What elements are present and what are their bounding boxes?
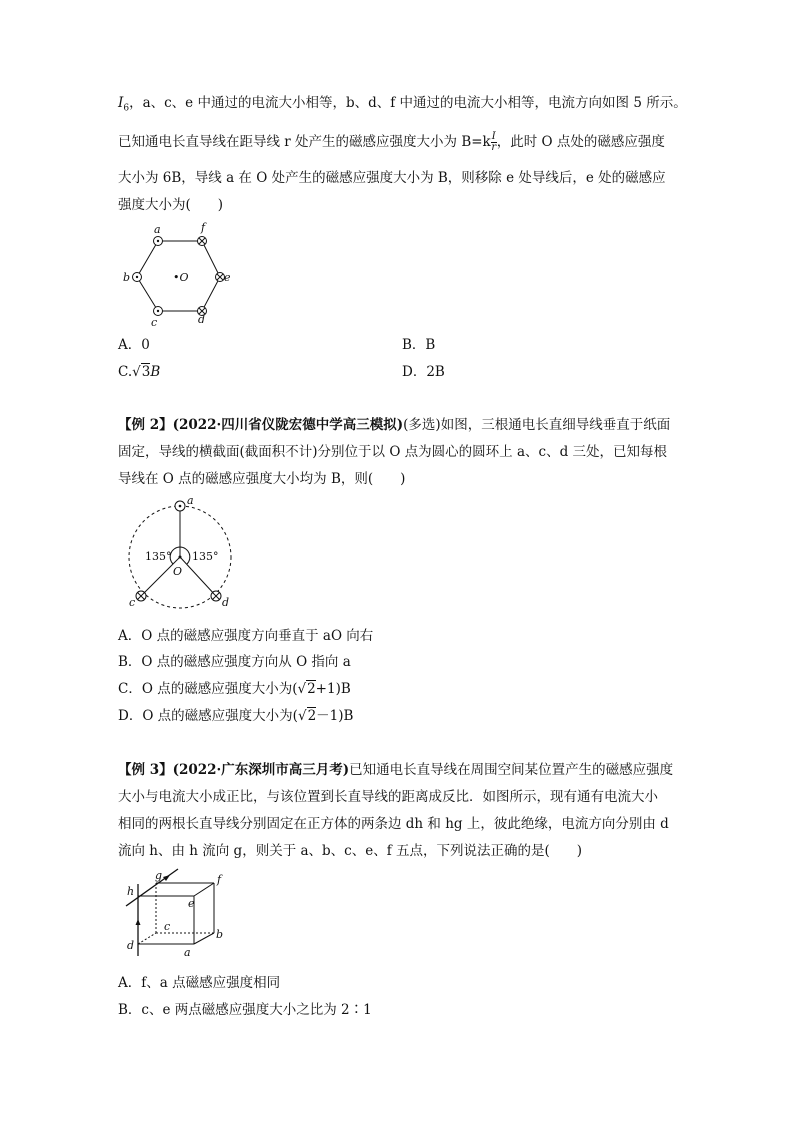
q1-frac-den: r <box>491 142 497 153</box>
q2-option-b[interactable]: B．O 点的磁感应强度方向从 O 指向 a <box>118 654 351 670</box>
q3-line-3: 相同的两根长直导线分别固定在正方体的两条边 dh 和 hg 上，彼此绝缘，电流方向分别由 d <box>118 816 669 832</box>
q3-line-4: 流向 h、由 h 流向 g，则关于 a、b、c、e、f 五点，下列说法正确的是( ) <box>118 843 583 859</box>
q3-line1-rest: 已知通电长直导线在周围空间某位置产生的磁感应强度 <box>349 762 674 778</box>
q3-option-a[interactable]: A．f、a 点磁感应强度相同 <box>118 975 281 991</box>
cube-label-d: d <box>127 939 135 952</box>
q3-source: (2022·广东深圳市高三月考) <box>172 762 350 778</box>
q1-option-d[interactable]: D．2B <box>402 364 445 380</box>
hex-label-o: •O <box>173 271 189 284</box>
q2-line-3: 导线在 O 点的磁感应强度大小均为 B，则( ) <box>118 471 406 487</box>
circ-label-o: O <box>173 565 183 578</box>
q1-frac-num: I <box>491 131 496 142</box>
angle-label-right: 135° <box>192 550 219 563</box>
q2-option-d[interactable]: D．O 点的磁感应强度大小为(√2－1)B <box>118 708 354 724</box>
q2-option-a[interactable]: A．O 点的磁感应强度方向垂直于 aO 向右 <box>118 628 374 644</box>
q3-line-1 <box>118 760 673 780</box>
hex-label-d: d <box>198 313 206 326</box>
wire-c-in-icon <box>136 591 146 601</box>
wire-a-out-icon <box>175 501 185 511</box>
q2-optc-radicand: 2 <box>307 681 316 697</box>
q1-optc-radicand: 3 <box>141 364 151 380</box>
q2-line1-rest: (多选)如图，三根通电长直细导线垂直于纸面 <box>403 417 671 433</box>
hexagon-figure <box>118 222 238 332</box>
q2-optc-pre: C．O 点的磁感应强度大小为( <box>118 681 298 697</box>
q1-option-b[interactable]: B．B <box>402 337 436 353</box>
q3-option-b[interactable]: B．c、e 两点磁感应强度大小之比为 2∶1 <box>118 1002 372 1018</box>
q1-line-1 <box>118 93 687 119</box>
q3-line-2: 大小与电流大小成正比，与该位置到长直导线的距离成反比．如图所示，现有通有电流大小 <box>118 789 658 805</box>
q1-line-4: 强度大小为( ) <box>118 197 224 213</box>
q2-optd-post: －1)B <box>316 708 354 724</box>
wire-f-in-icon <box>198 237 207 246</box>
q2-source: (2022·四川省仪陇宏德中学高三模拟) <box>172 417 404 433</box>
q2-line-1 <box>118 415 670 435</box>
q1-line-2 <box>118 132 665 153</box>
q2-optd-radicand: 2 <box>307 708 317 724</box>
q1-line1-start: I <box>118 95 124 111</box>
q1-line1-sub: 6 <box>123 103 130 114</box>
cube-label-h: h <box>127 885 135 898</box>
q2-option-c[interactable]: C．O 点的磁感应强度大小为(√2+1)B <box>118 681 351 697</box>
cube-depth-dc <box>138 933 156 944</box>
circ-label-a: a <box>187 494 194 507</box>
cube-figure <box>118 866 238 966</box>
q2-line-2: 固定，导线的横截面(截面积不计)分别位于以 O 点为圆心的圆环上 a、c、d 三处，已知每根 <box>118 444 668 460</box>
cube-label-f: f <box>217 873 222 886</box>
circle-figure <box>118 495 243 615</box>
cube-depth-ab <box>194 933 214 944</box>
q2-tag: 【例 2】 <box>118 417 173 433</box>
hex-label-a: a <box>154 223 161 236</box>
arrow-up-icon <box>136 919 141 925</box>
q1-option-a[interactable]: A．0 <box>118 337 150 353</box>
hex-label-b: b <box>123 271 131 284</box>
cube-label-e: e <box>188 897 195 910</box>
q1-option-c[interactable]: C.√3B <box>118 364 161 380</box>
q1-line2-start: 已知通电长直导线在距导线 r 处产生的磁感应强度大小为 B=k <box>118 134 491 150</box>
q1-optc-post: B <box>150 364 161 380</box>
angle-label-left: 135° <box>145 550 172 563</box>
wire-a-out-icon <box>154 237 163 246</box>
wire-d-in-icon <box>211 591 221 601</box>
circ-label-d: d <box>222 596 230 609</box>
wire-b-out-icon <box>133 273 142 282</box>
q1-line-3: 大小为 6B，导线 a 在 O 处产生的磁感应强度大小为 B，则移除 e 处导线后，e 处的磁感应 <box>118 170 666 186</box>
cube-label-a: a <box>184 946 191 959</box>
hex-label-e: e <box>224 271 231 284</box>
q1-line2-end: ，此时 O 点处的磁感应强度 <box>496 134 665 150</box>
cube-label-c: c <box>164 920 171 933</box>
cube-label-b: b <box>216 928 224 941</box>
q2-optd-pre: D．O 点的磁感应强度大小为( <box>118 708 298 724</box>
cube-label-g: g <box>155 869 163 882</box>
wire-c-out-icon <box>154 307 163 316</box>
arrow-hg-icon <box>163 875 170 881</box>
q2-optc-post: +1)B <box>315 681 351 697</box>
circ-label-c: c <box>129 596 136 609</box>
hex-label-f: f <box>201 221 206 234</box>
q1-line1-rest: ，a、c、e 中通过的电流大小相等，b、d、f 中通过的电流大小相等，电流方向如图 5 所示。 <box>129 95 687 111</box>
q1-optc-pre: C. <box>118 364 133 380</box>
q3-tag: 【例 3】 <box>118 762 173 778</box>
cube-depth-ef <box>194 883 214 896</box>
hex-label-c: c <box>151 316 158 329</box>
angle-arc-right <box>180 547 190 564</box>
